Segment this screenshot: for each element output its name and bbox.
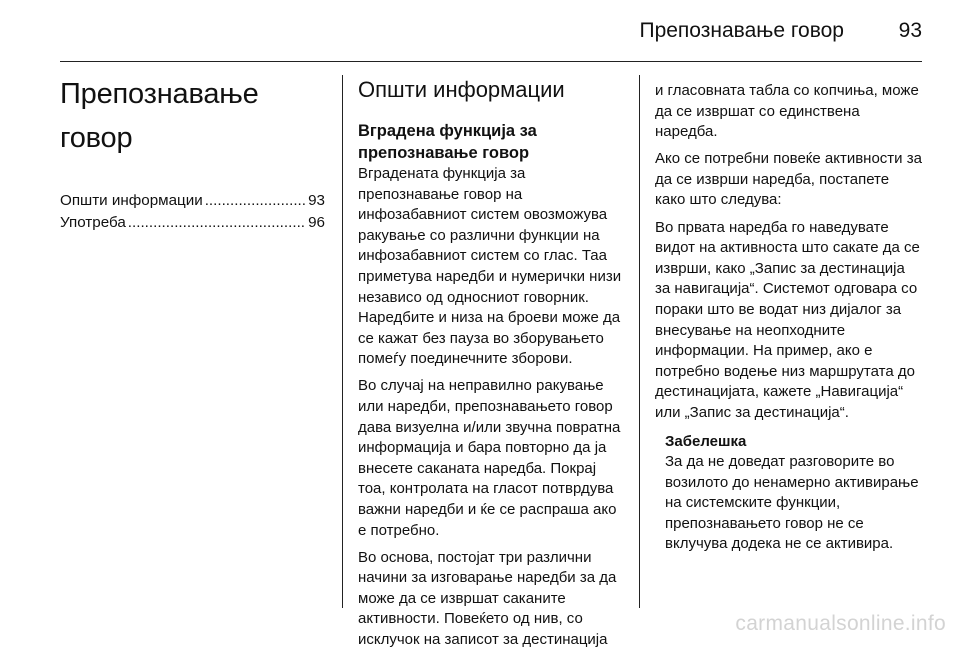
toc-leader-dots <box>128 212 306 234</box>
column-divider <box>342 75 343 608</box>
paragraph: Ако се потребни повеќе активности за да се изврши наредба, постапете како што следува: <box>655 150 922 209</box>
column-divider <box>639 75 640 608</box>
table-of-contents <box>60 190 325 234</box>
toc-entry[interactable] <box>60 212 325 234</box>
toc-entry[interactable] <box>60 190 325 212</box>
toc-entry-page: 96 <box>308 214 325 231</box>
toc-entry-label: Употреба <box>60 214 126 231</box>
running-title: Препознавање говор <box>639 19 844 42</box>
paragraph: Во случај на неправилно ракување или наредби, препознавањето говор дава визуелна и/или звучна повратна информација и бара повторно да ја внесете саканата наредба. Покрај тоа, контролата на гласот потврдува важни наредби и ќе се распраша ако е потребно. <box>358 377 621 539</box>
paragraph: Во основа, постојат три различни начини за изговарање наредби за да може да се извршат саканите активности. Повеќето од нив, со исклучок на записот за дестинација <box>358 548 617 649</box>
paragraph: Во првата наредба го наведувате видот на активноста што сакате да се изврши, како „Запис за дестинација за навигација“. Системот одговара со пораки што ве водат низ дијалог за внесување на неопходните информации. На пример, ако е потребно водење низ маршрутата до дестинацијата, кажете „Навигација“ или „Запис за дестинација“. <box>655 218 920 421</box>
paragraph: и гласовната табла со копчиња, може да се извршат со единствена наредба. <box>655 82 919 141</box>
note-title: Забелешка <box>665 432 747 450</box>
running-header <box>60 19 922 49</box>
watermark: carmanualsonline.info <box>735 612 946 635</box>
page-number: 93 <box>898 19 922 42</box>
body-text <box>655 81 923 424</box>
section-column <box>358 72 623 657</box>
continued-column <box>655 81 923 555</box>
toc-entry-page: 93 <box>308 192 325 209</box>
note-box <box>665 432 923 556</box>
section-title: Општи информации <box>358 77 565 102</box>
paragraph: Вградената функција за препознавање говор на инфозабавниот систем овозможува ракување со различни функции на инфозабавниот систем со глас. Таа приметува наредби и нумерички низи независо од односниот говорник. Наредбите и низа на броеви може да се кажат без пауза во зборувањето помеѓу поединечните зборови. <box>358 165 622 368</box>
toc-leader-dots <box>205 190 306 212</box>
chapter-column <box>60 72 325 234</box>
note-text: За да не доведат разговорите во возилото до ненамерно активирање на системските функции, препознавањето говор не се вклучува додека не се активира. <box>665 453 919 553</box>
header-rule <box>60 61 922 62</box>
subsection-heading: Вградена функција за препознавање говор <box>358 122 537 162</box>
toc-entry-label: Општи информации <box>60 192 203 209</box>
chapter-title: Препознавање говор <box>60 78 259 154</box>
body-text <box>358 164 623 651</box>
